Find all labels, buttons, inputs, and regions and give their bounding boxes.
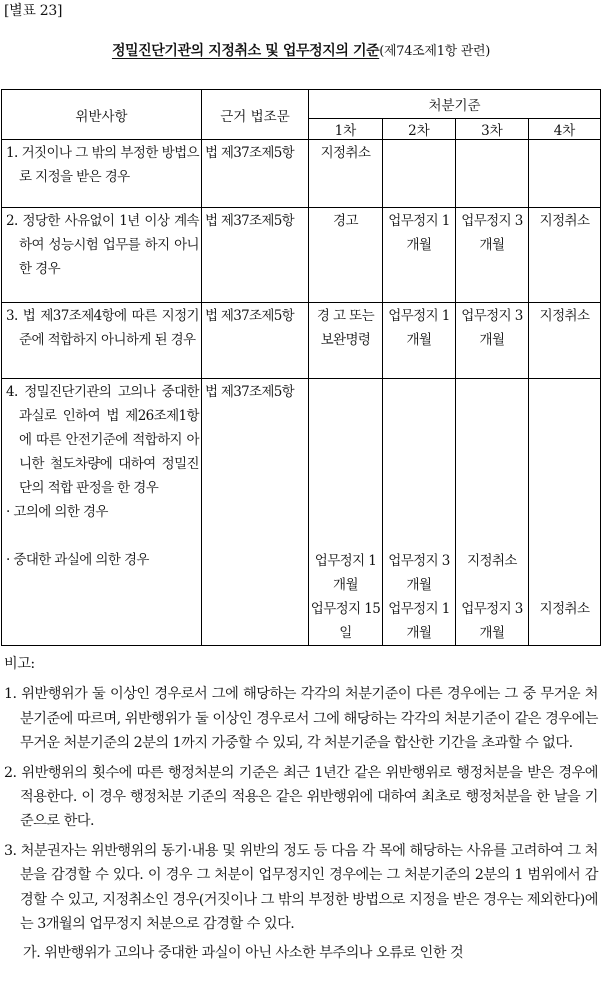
violation-text: 1. 거짓이나 그 밖의 부정한 방법으로 지정을 받은 경우 [6,145,199,185]
annex-label: [별표 23] [4,3,63,19]
penalty-round-4 [529,140,601,208]
header-violation: 위반사항 [2,90,202,140]
table-row [2,379,601,646]
violation-text: 4. 정밀진단기관의 고의나 중대한 과실로 인하여 법 제26조제1항에 따른 안전기준에 적합하지 아니한 철도차량에 대하여 정밀진단의 적합 판정을 한 경우 [6,384,199,496]
penalty-round-2-negligence: 업무정지 1개월 [388,601,450,641]
penalty-round-3: 업무정지 3개월 [456,208,529,303]
basis-text: 법 제37조제5항 [202,208,309,303]
penalty-round-1-negligence: 업무정지 15일 [310,601,381,641]
remarks-section [4,652,598,966]
document-title [0,40,602,60]
remark-sub-item: 가. 위반행위가 고의나 중대한 과실이 아닌 사소한 부주의나 오류로 인한 것 [23,945,464,962]
basis-text: 법 제37조제5항 [202,379,309,646]
title-main: 정밀진단기관의 지정취소 및 업무정지의 기준 [111,43,380,59]
header-round-4: 4차 [529,119,601,140]
remark-item: 3. 처분권자는 위반행위의 동기·내용 및 위반의 정도 등 다음 각 목에 해당하는 사유를 고려하여 그 처분을 감경할 수 있다. 이 경우 그 처분이 업무정지인 경우에는 그 처분기준의 2분의 1 범위에서 감경할 수 있고, 지정취소인 경우(거짓이나 그 밖의 부정한 방법으로 지정을 받은 경우는 제외한다)에는 3개월의 업무정지 처분으로 감경할 수 있다. [4,842,598,933]
header-round-3: 3차 [456,119,529,140]
penalty-round-3 [456,140,529,208]
penalty-round-4: 지정취소 [529,208,601,303]
header-basis: 근거 법조문 [202,90,309,140]
basis-text: 법 제37조제5항 [202,140,309,208]
penalty-round-1-intentional: 업무정지 1개월 [314,553,377,593]
header-round-1: 1차 [309,119,383,140]
table-row [2,140,601,208]
sub-case-intentional: · 고의에 의한 경우 [6,504,108,520]
penalty-round-2 [383,140,456,208]
table-row [2,208,601,303]
violation-text: 3. 법 제37조제4항에 따른 지정기준에 적합하지 아니하게 된 경우 [6,308,199,348]
penalty-round-2: 업무정지 1개월 [383,303,456,379]
penalty-round-3: 업무정지 3개월 [456,303,529,379]
header-round-2: 2차 [383,119,456,140]
penalty-round-1: 경 고 또는 보완명령 [309,303,383,379]
remark-item: 2. 위반행위의 횟수에 따른 행정처분의 기준은 최근 1년간 같은 위반행위로 행정처분을 받은 경우에 적용한다. 이 경우 행정처분 기준의 적용은 같은 위반행위에 대하여 최초로 행정처분을 한 날을 기준으로 한다. [4,764,598,830]
penalty-round-4-negligence: 지정취소 [539,601,590,617]
table-row [2,303,601,379]
penalty-round-2-intentional: 업무정지 3개월 [388,553,450,593]
penalty-round-1: 지정취소 [309,140,383,208]
remarks-heading: 비고: [4,656,35,672]
penalty-round-2: 업무정지 1개월 [383,208,456,303]
title-reference: (제74조제1항 관련) [379,44,491,59]
remark-item: 1. 위반행위가 둘 이상인 경우로서 그에 해당하는 각각의 처분기준이 다른 경우에는 그 중 무거운 처분기준에 따르며, 위반행위가 둘 이상인 경우로서 그에 해당하는 각각의 처분기준이 같은 경우에는 무거운 처분기준의 2분의 1까지 가중할 수 있되, 각 처분기준을 합산한 기간을 초과할 수 없다. [4,686,598,752]
penalty-standards-table [1,89,601,646]
penalty-round-1: 경고 [309,208,383,303]
sub-case-negligence: · 중대한 과실에 의한 경우 [6,552,149,568]
basis-text: 법 제37조제5항 [202,303,309,379]
header-penalty: 처분기준 [309,90,601,119]
penalty-round-3-intentional: 지정취소 [467,553,517,569]
penalty-round-4: 지정취소 [529,303,601,379]
penalty-round-3-negligence: 업무정지 3개월 [461,601,523,641]
violation-text: 2. 정당한 사유없이 1년 이상 계속하여 성능시험 업무를 하지 아니한 경우 [6,213,199,277]
